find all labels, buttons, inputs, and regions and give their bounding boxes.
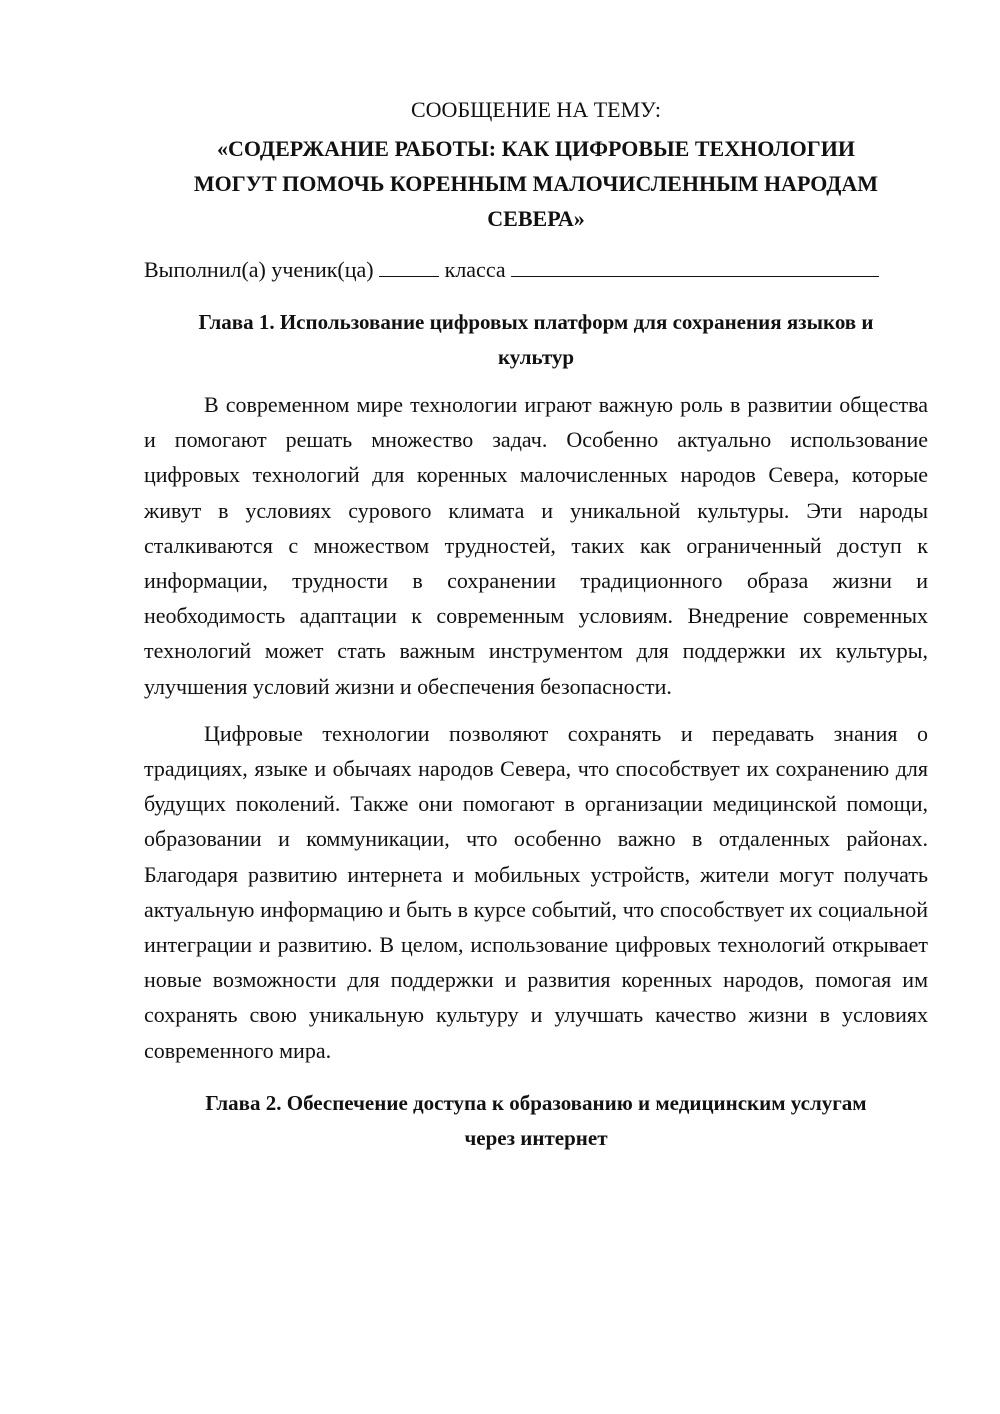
author-line <box>144 252 928 287</box>
title-line: МОГУТ ПОМОЧЬ КОРЕННЫМ МАЛОЧИСЛЕННЫМ НАРОДАМ <box>193 171 879 196</box>
document-title <box>144 131 928 236</box>
title-line: СЕВЕРА» <box>487 206 585 231</box>
chapter-heading-line: через интернет <box>464 1125 608 1150</box>
grade-blank <box>379 254 439 277</box>
author-label: Выполнил(а) ученик(ца) <box>144 257 374 282</box>
class-label: класса <box>444 257 506 282</box>
chapter-heading-line: культур <box>497 345 575 369</box>
paragraph-2: Цифровые технологии позволяют сохранять и передавать знания о традициях, языке и обычаях народов Севера, что способствует их сохранению для будущих поколений. Также они помогают в организации медицинской помощи, образовании и коммуникации, что особенно важно в отдаленных районах. Благодаря развитию интернета и мобильных устройств, жители могут получать актуальную информацию и быть в курсе событий, что способствует их социальной интеграции и развитию. В целом, использование цифровых технологий открывает новые возможности для поддержки и развития коренных народов, помогая им сохранять свою уникальную культуру и улучшать качество жизни в условиях современного мира. <box>144 720 928 1063</box>
chapter-1-heading <box>144 305 928 375</box>
document-page <box>144 92 928 1156</box>
chapter-heading-line: Глава 1. Использование цифровых платформ для сохранения языков и <box>198 310 874 334</box>
name-blank <box>511 254 879 277</box>
paragraph-1: В современном мире технологии играют важную роль в развитии общества и помогают решать множество задач. Особенно актуально использование цифровых технологий для коренных малочисленных народов Севера, которые живут в условиях сурового климата и уникальной культуры. Эти народы сталкиваются с множеством трудностей, таких как ограниченный доступ к информации, трудности в сохранении традиционного образа жизни и необходимость адаптации к современным условиям. Внедрение современных технологий может стать важным инструментом для поддержки их культуры, улучшения условий жизни и обеспечения безопасности. <box>144 392 928 699</box>
chapter-2-heading <box>144 1086 928 1156</box>
title-line: «СОДЕРЖАНИЕ РАБОТЫ: КАК ЦИФРОВЫЕ ТЕХНОЛОГИИ <box>217 136 855 161</box>
document-header: СООБЩЕНИЕ НА ТЕМУ: <box>411 97 661 122</box>
chapter-heading-line: Глава 2. Обеспечение доступа к образованию и медицинским услугам <box>205 1090 867 1115</box>
